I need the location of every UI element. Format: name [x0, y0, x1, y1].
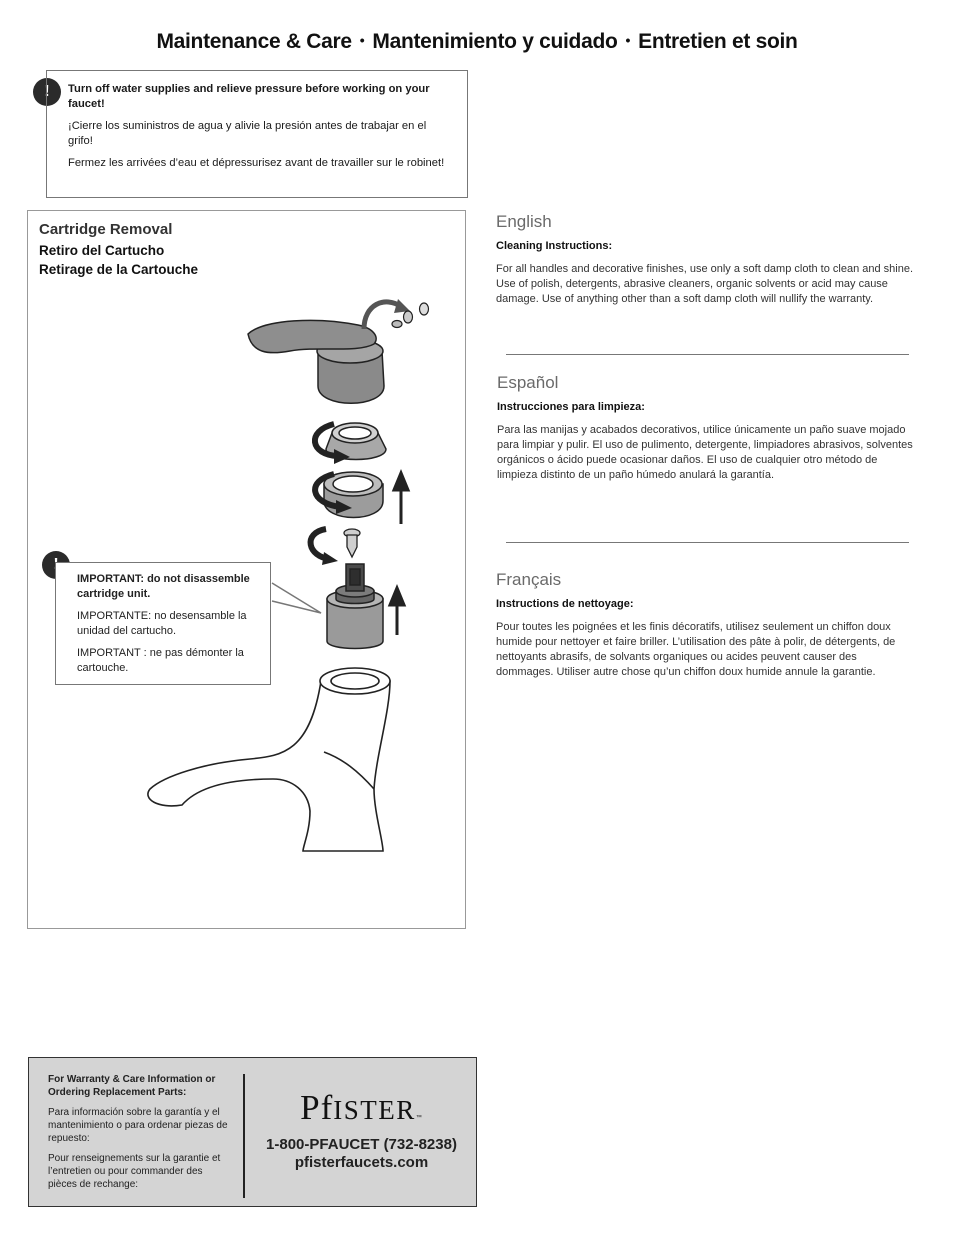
footer-contact [247, 1088, 476, 1171]
title-separator: • [359, 32, 365, 48]
up-arrow-icon [390, 473, 408, 635]
cleaning-body: Pour toutes les poignées et les finis décoratifs, utilisez seulement un chiffon doux humide pour nettoyer et faire briller. L’utilisation des pâte à polir, de détergents, de nettoyants abrasifs, de solvants organiques ou acides peuvent causer des dommages. Utiliser autre chose qu’un chiffon doux humide annule la garantie. [496, 621, 896, 678]
section-divider [506, 542, 909, 543]
cartridge-title-en: Cartridge Removal [39, 221, 173, 238]
warning-text-en: Turn off water supplies and relieve pressure before working on your faucet! [68, 83, 430, 110]
cleaning-subtitle: Cleaning Instructions: [496, 240, 613, 252]
important-text-es: IMPORTANTE: no desensamble la unidad del cartucho. [77, 610, 247, 637]
footer-info-en: For Warranty & Care Information or Ordering Replacement Parts: [48, 1074, 216, 1098]
warning-text-es: ¡Cierre los suministros de agua y alivie la presión antes de trabajar en el grifo! [68, 120, 427, 147]
title-spanish: Mantenimiento y cuidado [372, 30, 618, 53]
footer-separator [243, 1074, 245, 1198]
bonnet-nut-illustration [324, 472, 383, 518]
cleaning-section-spanish [497, 373, 917, 483]
cleaning-section-english [496, 212, 916, 307]
callout-pointer [272, 583, 321, 613]
footer-info [48, 1073, 234, 1198]
language-title: Español [497, 373, 559, 392]
language-title: English [496, 212, 552, 231]
cleaning-body: For all handles and decorative finishes, use only a soft damp cloth to clean and shine. Use of polish, detergents, abrasive cleaners, organic solvents or acid may cause damage. Use of anything other than a soft damp cloth will nullify the warranty. [496, 263, 914, 305]
screw-illustration [344, 529, 360, 557]
section-divider [506, 354, 909, 355]
cleaning-section-french [496, 570, 916, 680]
logo-initial: Pf [300, 1088, 334, 1127]
important-text-fr: IMPORTANT : ne pas démonter la cartouche. [77, 647, 244, 674]
faucet-body-illustration [148, 668, 390, 851]
footer-info-es: Para información sobre la garantía y el mantenimiento o para ordenar piezas de repuesto: [48, 1107, 228, 1144]
warning-box [46, 70, 468, 198]
page-title [0, 30, 954, 54]
cartridge-title-fr: Retirage de la Cartouche [39, 262, 199, 277]
cartridge-title-es: Retiro del Cartucho [39, 243, 165, 258]
warning-icon: ! [33, 78, 61, 106]
important-text-en: IMPORTANT: do not disassemble cartridge unit. [77, 573, 250, 600]
cartridge-unit-illustration [327, 564, 383, 649]
website-link[interactable]: pfisterfaucets.com [294, 1154, 429, 1171]
title-english: Maintenance & Care [156, 30, 352, 53]
set-screw-parts-illustration [364, 299, 429, 329]
cleaning-subtitle: Instrucciones para limpieza: [497, 401, 645, 413]
title-separator: • [625, 32, 631, 48]
pfister-logo [247, 1088, 476, 1128]
footer-info-fr: Pour renseignements sur la garantie et l’entretien ou pour commander des pièces de rechange: [48, 1153, 221, 1190]
title-french: Entretien et soin [638, 30, 798, 53]
handle-illustration [248, 320, 384, 403]
phone-number[interactable]: 1-800-PFAUCET (732-8238) [266, 1136, 457, 1153]
logo-trademark: ™ [415, 1115, 423, 1121]
important-callout [55, 562, 271, 685]
logo-rest: ISTER [333, 1095, 416, 1125]
contact-footer [28, 1057, 477, 1207]
cleaning-subtitle: Instructions de nettoyage: [496, 598, 634, 610]
cleaning-body: Para las manijas y acabados decorativos, utilice únicamente un paño suave mojado para limpiar y pulir. El uso de pulimento, detergente, limpiadores abrasivos, solventes orgánicos o ácido puede ocasionar daños. El uso de cualquier otro método de limpieza distinto de un paño húmedo anulará la garantía. [497, 424, 913, 481]
warning-text-fr: Fermez les arrivées d’eau et dépressurisez avant de travailler sur le robinet! [68, 157, 445, 169]
language-title: Français [496, 570, 562, 589]
